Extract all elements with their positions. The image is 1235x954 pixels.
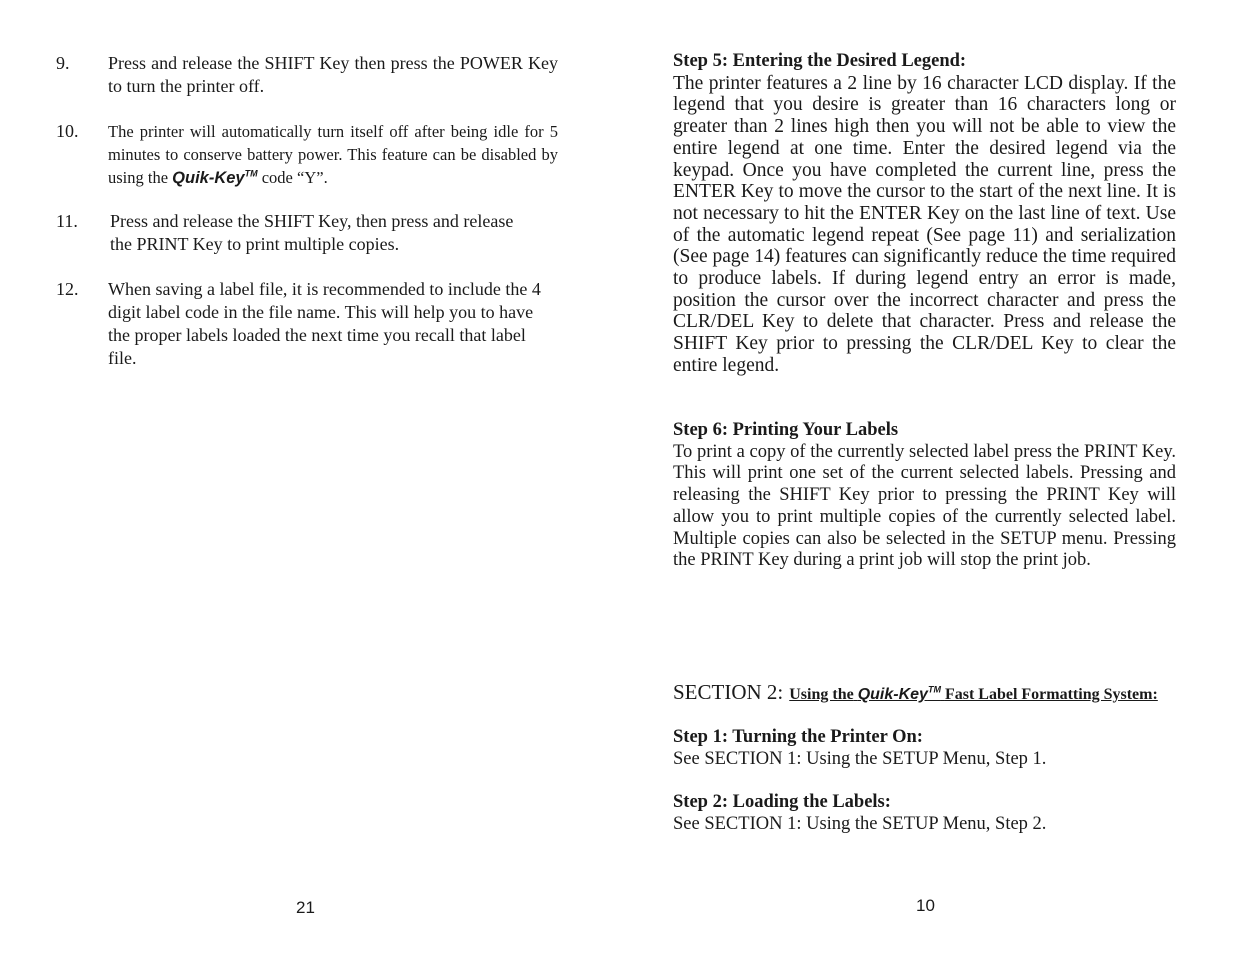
section2-subtitle <box>789 686 1158 703</box>
list-item-number: 11. <box>56 211 78 231</box>
list-item-12 <box>56 278 558 370</box>
list-item-number: 9. <box>56 53 70 73</box>
list-item-text: Press and release the SHIFT Key then press the POWER Key to turn the printer off. <box>108 53 558 96</box>
step5-block <box>673 51 1176 377</box>
list-item-text: Press and release the SHIFT Key, then press and release the PRINT Key to print multiple copies. <box>110 211 514 254</box>
trademark-mark: TM <box>244 168 258 179</box>
section2-label: SECTION 2: <box>673 680 784 704</box>
list-item-text: When saving a label file, it is recommended to include the 4 digit label code in the file name. This will help you to have the proper labels loaded the next time you recall that label file. <box>108 279 541 368</box>
step2-heading: Step 2: Loading the Labels: <box>673 792 891 812</box>
step2-block <box>673 792 1176 835</box>
trademark-mark: TM <box>927 684 941 695</box>
quik-key-brand: Quik-Key <box>857 686 928 703</box>
section2-sub-before: Using the <box>789 686 854 703</box>
list-item-text-after: code “Y”. <box>261 168 328 187</box>
section2-sub-after: Fast Label Formatting System: <box>944 686 1158 703</box>
step6-block <box>673 420 1176 572</box>
list-item-10 <box>56 120 558 190</box>
step6-text: To print a copy of the currently selected label press the PRINT Key. This will print one set of the current selected labels. Pressing and releasing the SHIFT Key prior to pressing the PRINT Key will allow you to print multiple copies of the currently selected label. Multiple copies can also be selected in the SETUP menu. Pressing the PRINT Key during a print job will stop the print job. <box>673 441 1176 571</box>
list-item-text-before: The printer will automatically turn itself off after being idle for 5 minutes to conserve battery power. This feature can be disabled by using the <box>108 122 558 187</box>
step2-text: See SECTION 1: Using the SETUP Menu, Step 2. <box>673 813 1047 834</box>
step1-block <box>673 727 1176 770</box>
quik-key-brand: Quik-Key <box>172 169 245 187</box>
step1-text: See SECTION 1: Using the SETUP Menu, Step 1. <box>673 748 1047 769</box>
step5-text: The printer features a 2 line by 16 character LCD display. If the legend that you desire is greater than 16 characters long or greater than 2 lines high then you will not be able to view the entire legend at one time. Enter the desired legend via the keypad. Once you have completed the current line, press the ENTER Key to move the cursor to the start of the next line. It is not necessary to hit the ENTER Key on the last line of text. Use of the automatic legend repeat (See page 11) and serialization (See page 14) features can significantly reduce the time required to produce labels. If during legend entry an error is made, position the cursor over the incorrect character and press the CLR/DEL Key to delete that character. Press and release the SHIFT Key prior to pressing the CLR/DEL Key to clear the entire legend. <box>673 72 1176 376</box>
list-item-text <box>108 120 558 190</box>
step1-heading: Step 1: Turning the Printer On: <box>673 727 923 747</box>
step6-heading: Step 6: Printing Your Labels <box>673 420 899 440</box>
page-number-right: 10 <box>916 896 935 915</box>
step5-heading: Step 5: Entering the Desired Legend: <box>673 51 967 71</box>
list-item-11 <box>56 210 558 256</box>
section2-title <box>673 680 1176 705</box>
list-item-9 <box>56 52 558 98</box>
page-number-left: 21 <box>296 898 315 917</box>
list-item-number: 12. <box>56 279 79 299</box>
list-item-number: 10. <box>56 121 79 141</box>
